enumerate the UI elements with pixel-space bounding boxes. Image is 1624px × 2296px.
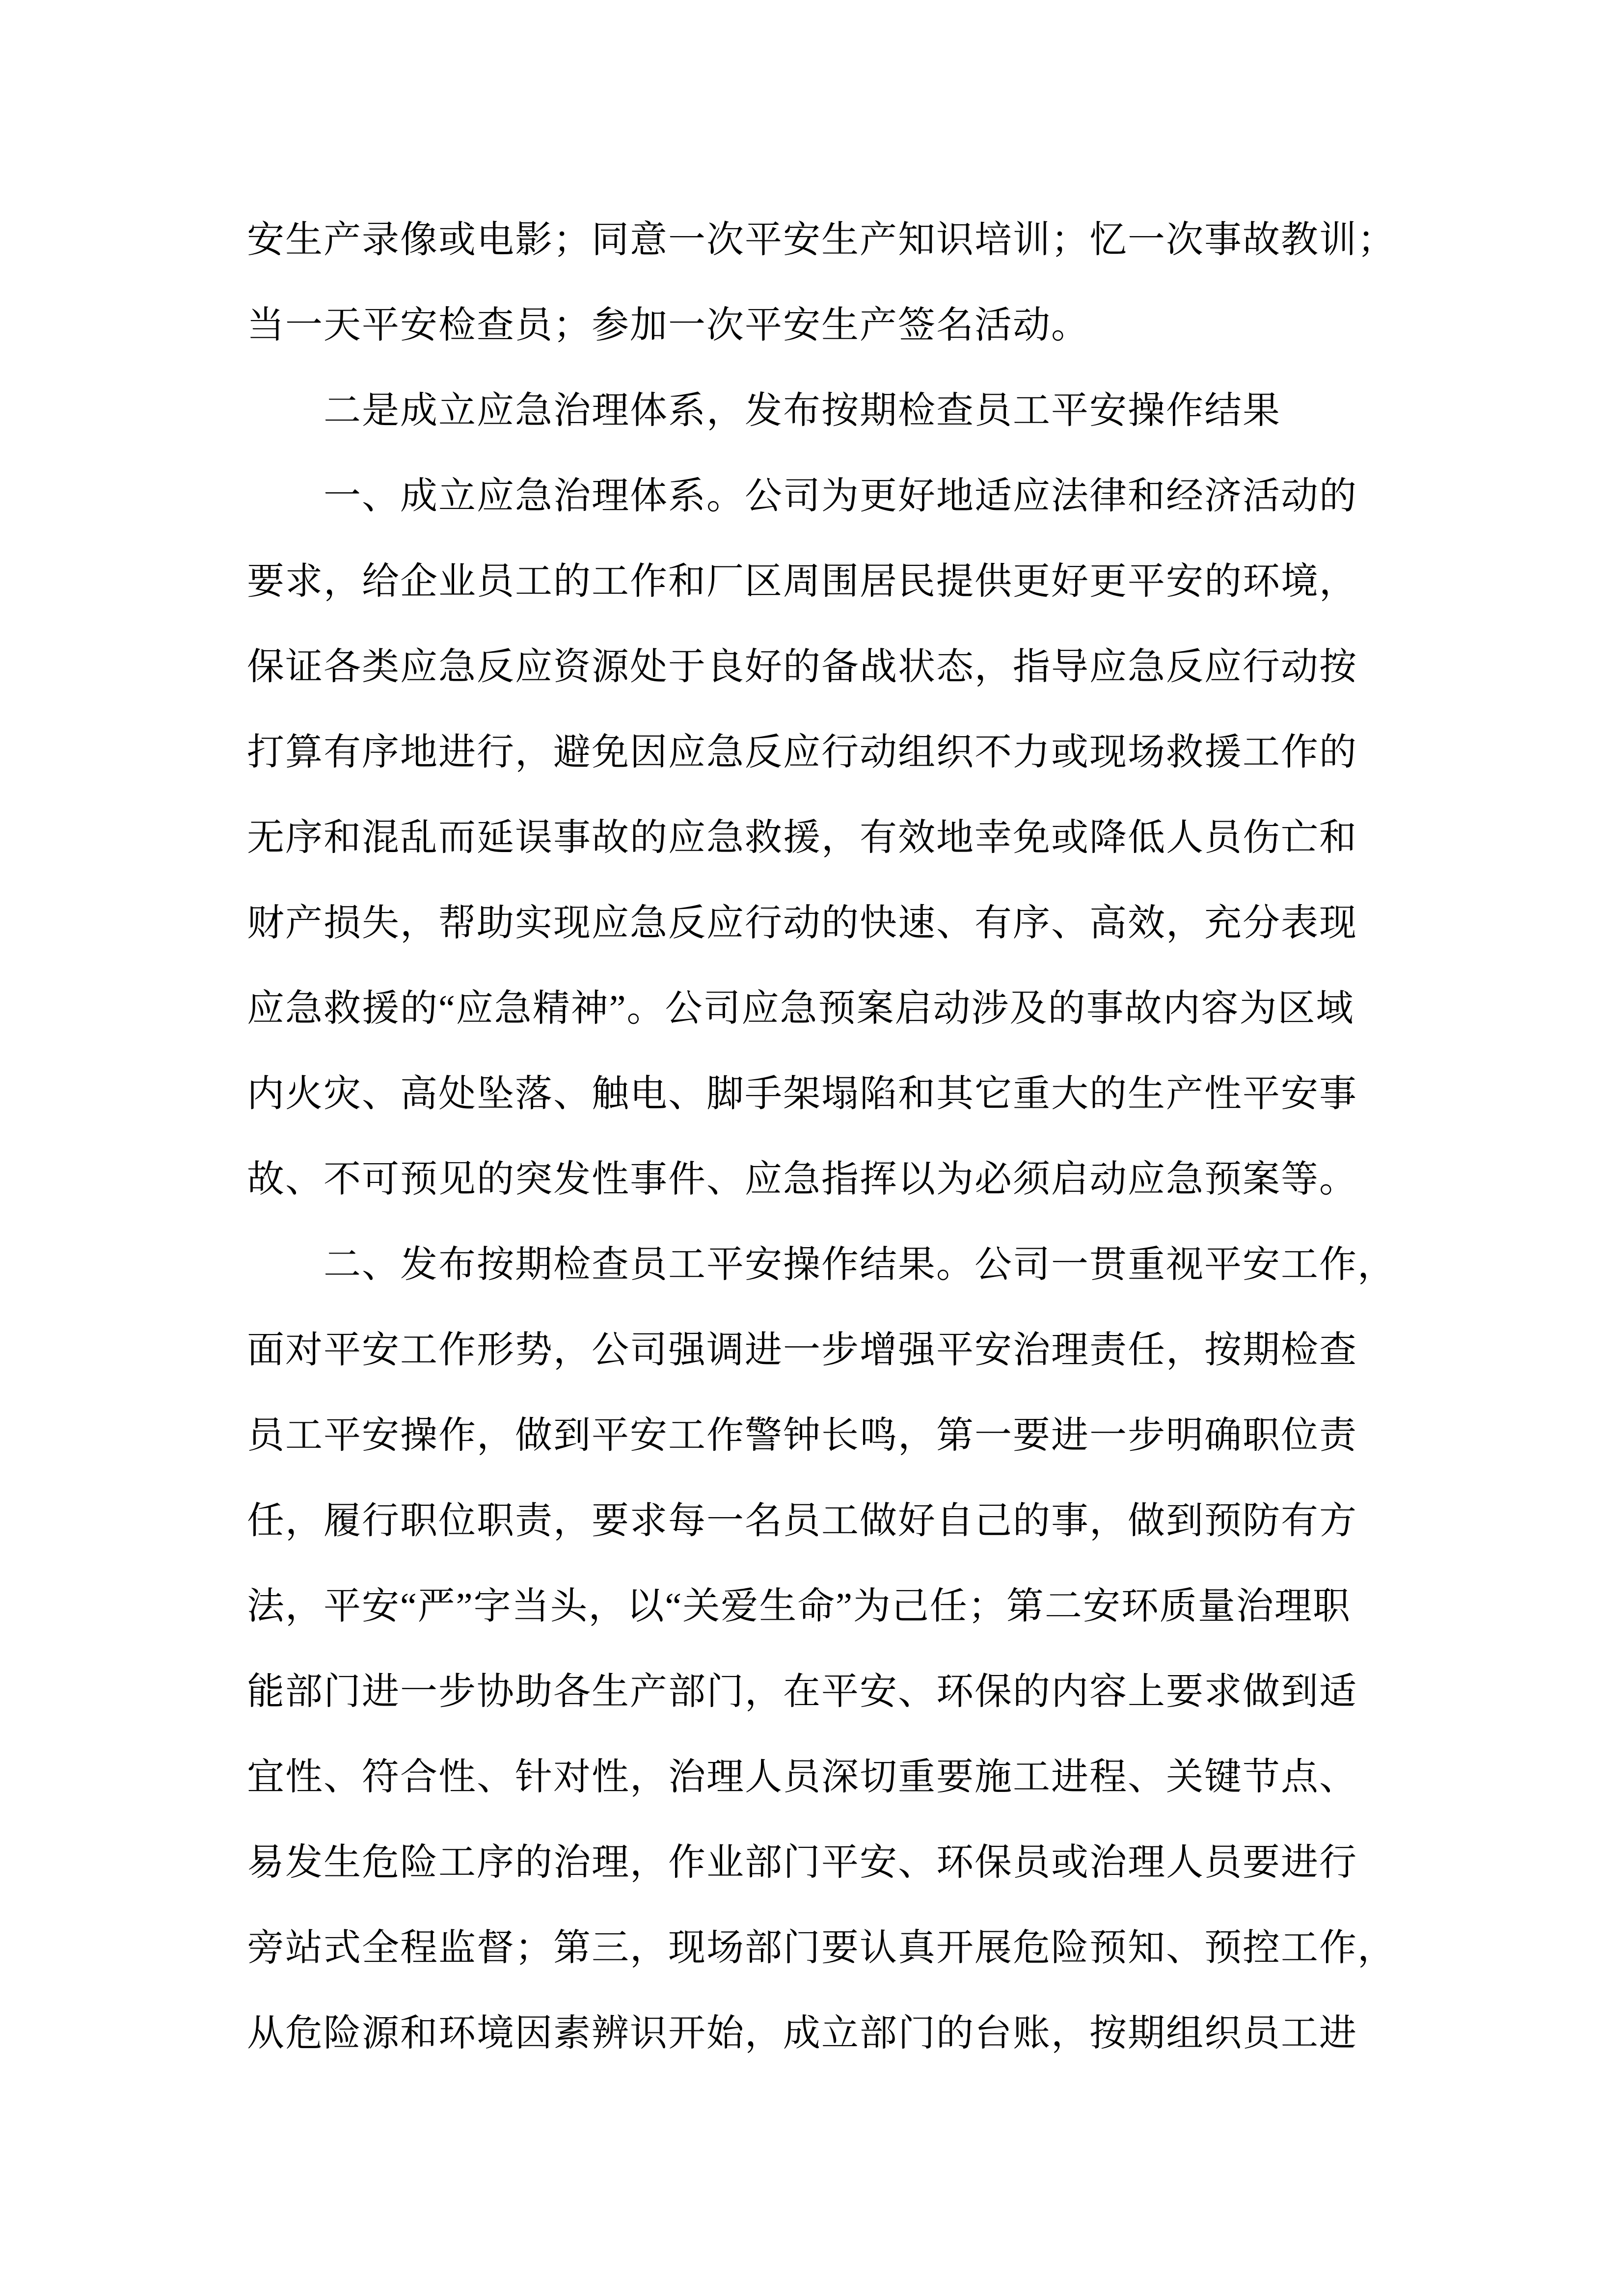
text-line-16: 任，履行职位职责，要求每一名员工做好自己的事，做到预防有方 (247, 1500, 1357, 1542)
text-line-4: 一、成立应急治理体系。公司为更好地适应法律和经济活动的 (324, 476, 1357, 517)
text-line-5: 要求，给企业员工的工作和厂区周围居民提供更好更平安的环境， (247, 561, 1357, 602)
text-line-11: 内火灾、高处坠落、触电、脚手架塌陷和其它重大的生产性平安事 (247, 1073, 1357, 1115)
text-line-10: 应急救援的“应急精神”。公司应急预案启动涉及的事故内容为区域 (247, 988, 1354, 1029)
text-line-6: 保证各类应急反应资源处于良好的备战状态，指导应急反应行动按 (247, 646, 1357, 688)
text-line-19: 宜性、符合性、针对性，治理人员深切重要施工进程、关键节点、 (247, 1757, 1357, 1798)
text-line-14: 面对平安工作形势，公司强调进一步增强平安治理责任，按期检查 (247, 1330, 1357, 1371)
text-line-15: 员工平安操作，做到平安工作警钟长鸣，第一要进一步明确职位责 (247, 1415, 1357, 1456)
text-line-13: 二、发布按期检查员工平安操作结果。公司一贯重视平安工作， (324, 1244, 1396, 1285)
document-text-block (247, 197, 1455, 2076)
text-line-18: 能部门进一步协助各生产部门，在平安、环保的内容上要求做到适 (247, 1671, 1357, 1712)
text-line-17: 法，平安“严”字当头，以“关爱生命”为己任；第二安环质量治理职 (247, 1586, 1351, 1627)
text-line-12: 故、不可预见的突发性事件、应急指挥以为必须启动应急预案等。 (247, 1159, 1357, 1200)
text-line-21: 旁站式全程监督；第三，现场部门要认真开展危险预知、预控工作， (247, 1927, 1396, 1969)
text-line-20: 易发生危险工序的治理，作业部门平安、环保员或治理人员要进行 (247, 1842, 1357, 1883)
text-line-8: 无序和混乱而延误事故的应急救援，有效地幸免或降低人员伤亡和 (247, 817, 1357, 858)
text-line-2: 当一天平安检查员；参加一次平安生产签名活动。 (247, 305, 1089, 346)
text-line-22: 从危险源和环境因素辨识开始，成立部门的台账，按期组织员工进 (247, 2013, 1357, 2054)
text-line-9: 财产损失，帮助实现应急反应行动的快速、有序、高效，充分表现 (247, 903, 1357, 944)
text-line-3: 二是成立应急治理体系，发布按期检查员工平安操作结果 (324, 390, 1281, 431)
text-line-7: 打算有序地进行，避免因应急反应行动组织不力或现场救援工作的 (247, 732, 1357, 773)
text-line-1: 安生产录像或电影；同意一次平安生产知识培训；忆一次事故教训； (247, 219, 1396, 261)
